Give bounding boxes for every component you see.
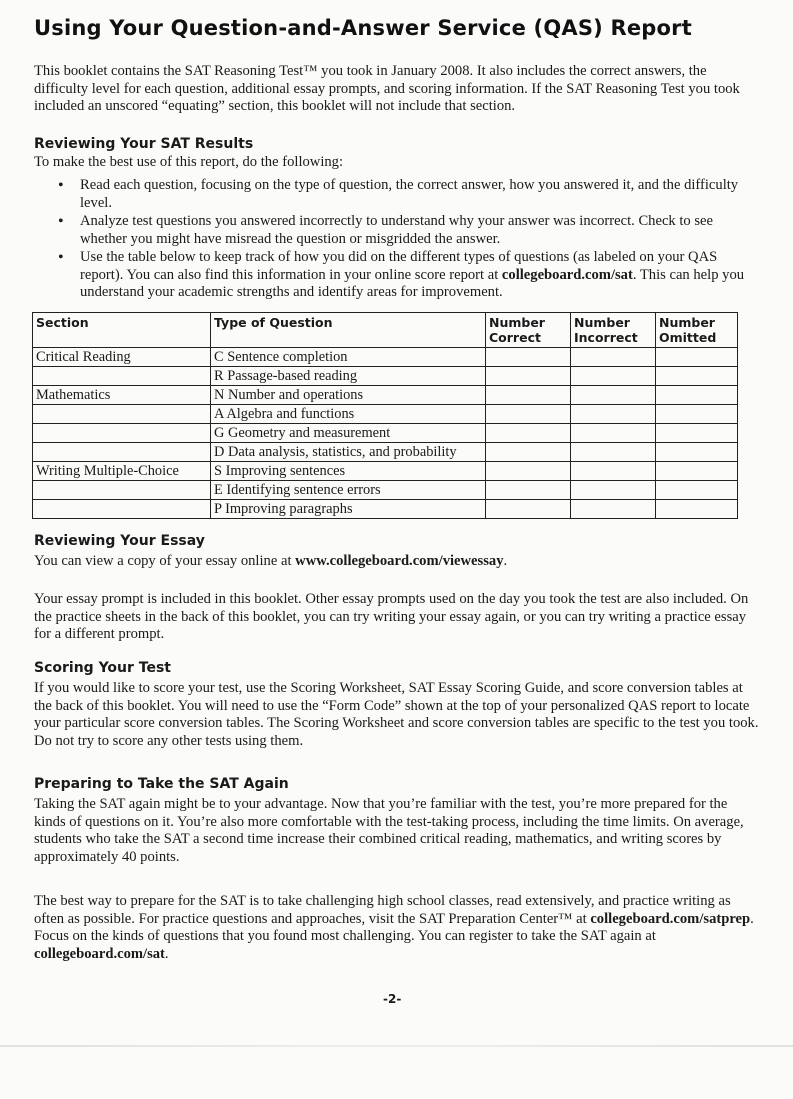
page-number: -2- — [383, 992, 402, 1006]
collegeboard-sat-link: collegeboard.com/sat — [501, 266, 633, 283]
incorrect-cell[interactable] — [571, 462, 656, 481]
list-item — [56, 249, 756, 302]
table-row — [33, 367, 738, 386]
essay-text: You can view a copy of your essay online at — [34, 553, 296, 569]
header-correct: Number Correct — [486, 313, 571, 348]
question-type-cell: G Geometry and measurement — [211, 424, 486, 443]
correct-cell[interactable] — [486, 462, 571, 481]
preparing-text: The best way to prepare for the SAT is to take challenging high school classes, read extensively, and practice writing as often as possible. For practice questions and approaches, visit the SAT Preparation Center™ at — [34, 893, 731, 927]
header-incorrect: Number Incorrect — [571, 313, 656, 348]
omitted-cell[interactable] — [656, 405, 738, 424]
question-type-cell: R Passage-based reading — [211, 367, 486, 386]
header-type: Type of Question — [211, 313, 486, 348]
table-row — [33, 443, 738, 462]
essay-prompt-paragraph: Your essay prompt is included in this booklet. Other essay prompts used on the day you took the test are also included. On the practice sheets in the back of this booklet, you can try writing your essay again, or you can try writing a practice essay for a different prompt. — [34, 591, 749, 642]
section-cell: Writing Multiple-Choice — [33, 462, 211, 481]
reviewing-essay-heading: Reviewing Your Essay — [34, 533, 205, 549]
list-item — [56, 177, 756, 212]
table-row — [33, 405, 738, 424]
bullet-text: Analyze test questions you answered incorrectly to understand why your answer was incorrect. Check to see whether you might have misread the question or misgridded the answer. — [80, 213, 714, 247]
incorrect-cell[interactable] — [571, 367, 656, 386]
section-cell — [33, 481, 211, 500]
page-title: Using Your Question-and-Answer Service (QAS) Report — [34, 16, 692, 40]
question-type-cell: P Improving paragraphs — [211, 500, 486, 519]
table-header-row — [33, 313, 738, 348]
question-type-cell: S Improving sentences — [211, 462, 486, 481]
omitted-cell[interactable] — [656, 367, 738, 386]
table-row — [33, 386, 738, 405]
preparing-heading: Preparing to Take the SAT Again — [34, 776, 289, 792]
question-type-cell: C Sentence completion — [211, 348, 486, 367]
question-type-cell: D Data analysis, statistics, and probability — [211, 443, 486, 462]
reviewing-results-heading: Reviewing Your SAT Results — [34, 136, 254, 152]
intro-paragraph: This booklet contains the SAT Reasoning Test™ you took in January 2008. It also includes the correct answers, the difficulty level for each question, additional essay prompts, and scoring information. If the SAT Reasoning Test you took included an unscored “equating” section, this booklet will not include that section. — [34, 63, 740, 114]
omitted-cell[interactable] — [656, 481, 738, 500]
table-row — [33, 500, 738, 519]
scoring-paragraph: If you would like to score your test, use the Scoring Worksheet, SAT Essay Scoring Guide, and score conversion tables at the back of this booklet. You will need to use the “Form Code” shown at the top of your personalized QAS report to locate your particular score conversion tables. The Scoring Worksheet and score conversion tables are specific to the test you took. Do not try to score any other tests using them. — [34, 680, 759, 749]
bullet-text: . This can help you understand your academic strengths and identify areas for improvement. — [80, 266, 745, 300]
incorrect-cell[interactable] — [571, 348, 656, 367]
table-row — [33, 462, 738, 481]
bullet-text: Read each question, focusing on the type of question, the correct answer, how you answered it, and the difficulty level. — [80, 177, 739, 211]
section-cell — [33, 405, 211, 424]
scan-artifact-line — [0, 1045, 793, 1047]
scoring-heading: Scoring Your Test — [34, 660, 171, 676]
incorrect-cell[interactable] — [571, 424, 656, 443]
correct-cell[interactable] — [486, 500, 571, 519]
correct-cell[interactable] — [486, 367, 571, 386]
omitted-cell[interactable] — [656, 386, 738, 405]
section-cell: Critical Reading — [33, 348, 211, 367]
header-omitted: Number Omitted — [656, 313, 738, 348]
correct-cell[interactable] — [486, 443, 571, 462]
incorrect-cell[interactable] — [571, 481, 656, 500]
table-row — [33, 424, 738, 443]
instructions-list — [56, 177, 756, 303]
section-cell — [33, 367, 211, 386]
omitted-cell[interactable] — [656, 443, 738, 462]
satprep-link: collegeboard.com/satprep — [590, 910, 751, 927]
table-row — [33, 348, 738, 367]
correct-cell[interactable] — [486, 481, 571, 500]
reviewing-results-lead: To make the best use of this report, do the following: — [34, 154, 344, 170]
bullet-text: Use the table below to keep track of how you did on the different types of questions (as labeled on your QAS report). You can also find this information in your online score report at — [80, 249, 718, 283]
question-type-cell: N Number and operations — [211, 386, 486, 405]
section-cell: Mathematics — [33, 386, 211, 405]
list-item — [56, 213, 756, 248]
section-cell — [33, 424, 211, 443]
collegeboard-sat-link: collegeboard.com/sat — [34, 945, 165, 962]
omitted-cell[interactable] — [656, 500, 738, 519]
preparing-paragraph-1: Taking the SAT again might be to your advantage. Now that you’re familiar with the test, you’re more prepared for the kinds of questions on it. You’re also more comfortable with the test-taking process, including the time limits. On average, students who take the SAT a second time increase their combined critical reading, mathematics, and writing scores by approximately 40 points. — [34, 796, 744, 865]
correct-cell[interactable] — [486, 348, 571, 367]
incorrect-cell[interactable] — [571, 500, 656, 519]
score-tracking-table — [32, 312, 738, 519]
incorrect-cell[interactable] — [571, 443, 656, 462]
incorrect-cell[interactable] — [571, 386, 656, 405]
omitted-cell[interactable] — [656, 348, 738, 367]
incorrect-cell[interactable] — [571, 405, 656, 424]
omitted-cell[interactable] — [656, 424, 738, 443]
header-section: Section — [33, 313, 211, 348]
essay-text: . — [503, 553, 508, 569]
section-cell — [33, 500, 211, 519]
preparing-paragraph-2 — [34, 893, 759, 963]
essay-link-paragraph — [34, 553, 759, 571]
question-type-cell: A Algebra and functions — [211, 405, 486, 424]
correct-cell[interactable] — [486, 386, 571, 405]
omitted-cell[interactable] — [656, 462, 738, 481]
viewessay-link: www.collegeboard.com/viewessay — [295, 553, 504, 569]
correct-cell[interactable] — [486, 405, 571, 424]
preparing-text: . — [164, 945, 169, 962]
question-type-cell: E Identifying sentence errors — [211, 481, 486, 500]
table-row — [33, 481, 738, 500]
correct-cell[interactable] — [486, 424, 571, 443]
preparing-text: . Focus on the kinds of questions that you found most challenging. You can register to take the SAT again at — [34, 910, 754, 944]
section-cell — [33, 443, 211, 462]
